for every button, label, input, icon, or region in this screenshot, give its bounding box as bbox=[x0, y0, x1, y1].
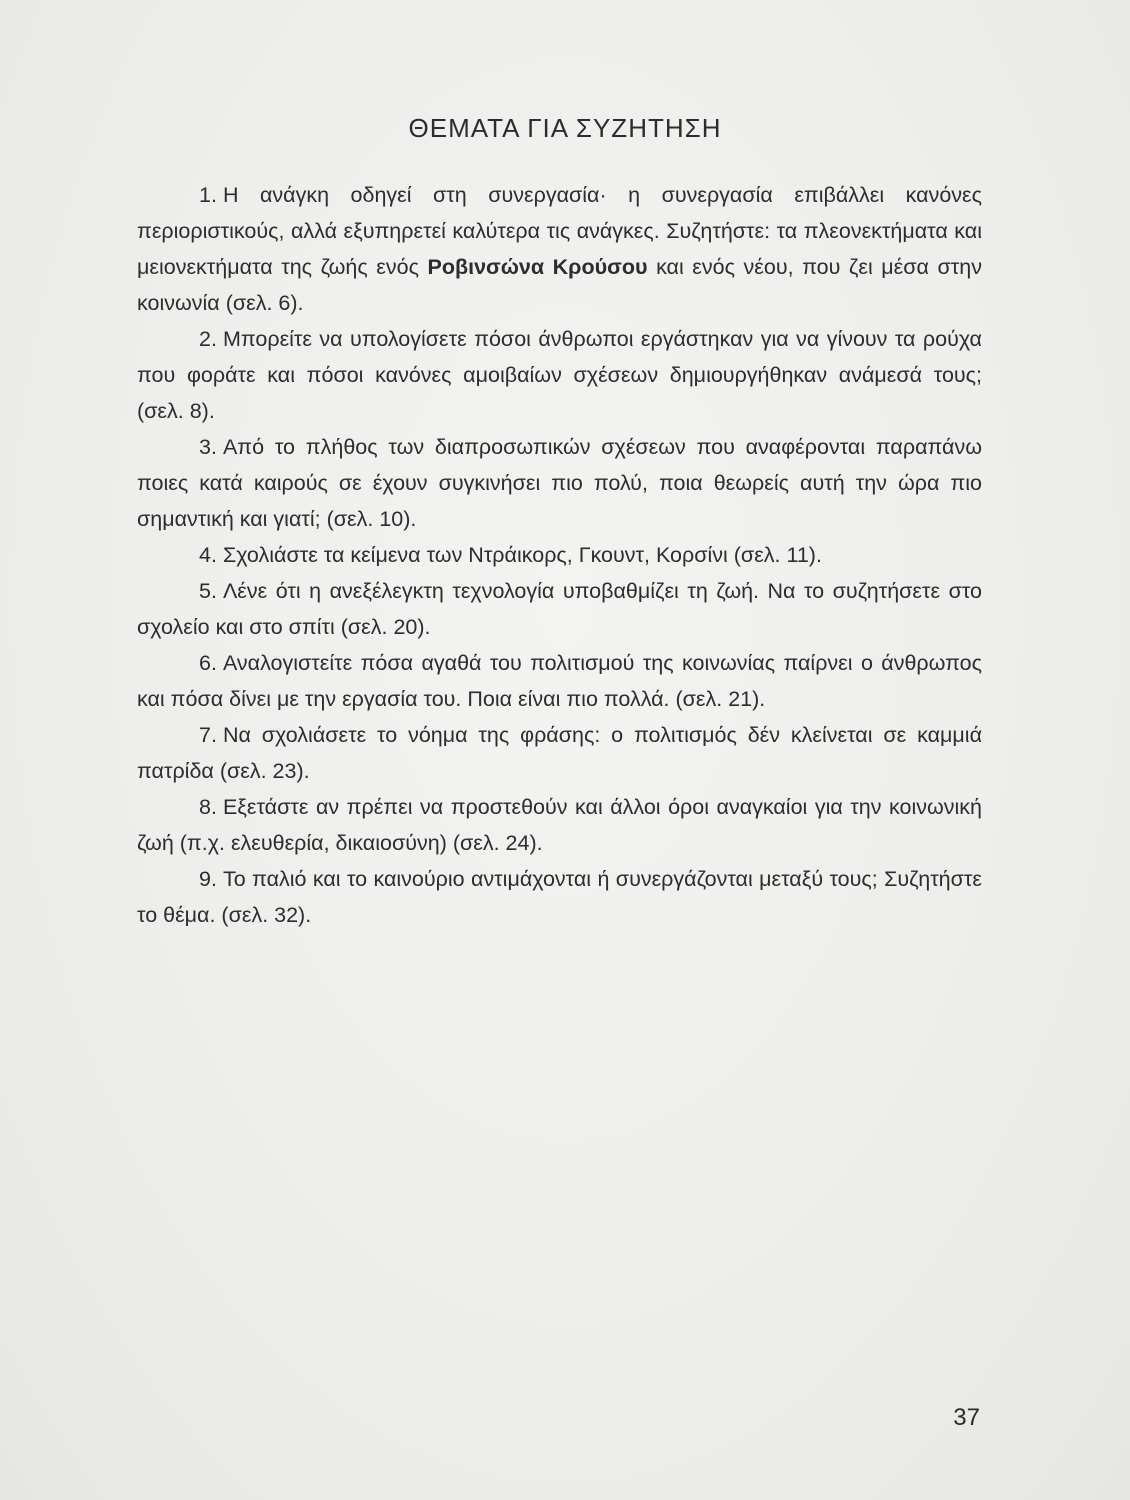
list-item bbox=[137, 321, 982, 429]
item-text: Λένε ότι η ανεξέλεγκτη τεχνολογία υποβαθμίζει τη ζωή. Να το συζητήσετε στο σχολείο και στο σπίτι (σελ. 20). bbox=[137, 579, 982, 639]
list-item bbox=[137, 537, 982, 573]
item-number: 7. bbox=[199, 723, 217, 747]
list-item bbox=[137, 645, 982, 717]
item-bold-text: Ροβινσώνα Κρούσου bbox=[427, 255, 648, 279]
item-text: Να σχολιάσετε το νόημα της φράσης: ο πολιτισμός δέν κλείνεται σε καμμιά πατρίδα (σελ. 23). bbox=[137, 723, 982, 783]
item-text: Μπορείτε να υπολογίσετε πόσοι άνθρωποι εργάστηκαν για να γίνουν τα ρούχα που φοράτε και πόσοι κανόνες αμοιβαίων σχέσεων δημιουργήθηκαν ανάμεσά τους; (σελ. 8). bbox=[137, 327, 982, 423]
discussion-topics-list bbox=[137, 177, 982, 933]
item-text: Το παλιό και το καινούριο αντιμάχονται ή συνεργάζονται μεταξύ τους; Συζητήστε το θέμα. (σελ. 32). bbox=[137, 867, 982, 927]
item-number: 6. bbox=[199, 651, 217, 675]
list-item bbox=[137, 789, 982, 861]
item-number: 8. bbox=[199, 795, 217, 819]
item-text: Η ανάγκη οδηγεί στη συνεργασία· η συνεργασία επιβάλλει κανόνες περιοριστικούς, αλλά εξυπηρετεί καλύτερα τις ανάγκες. Συζητήστε: τα πλεονεκτήματα και μειονεκτήματα της ζωής ενός bbox=[137, 183, 982, 279]
item-text: Εξετάστε αν πρέπει να προστεθούν και άλλοι όροι αναγκαίοι για την κοινωνική ζωή (π.χ. ελευθερία, δικαιοσύνη) (σελ. 24). bbox=[137, 795, 982, 855]
page-title: ΘΕΜΑΤΑ ΓΙΑ ΣΥΖΗΤΗΣΗ bbox=[408, 113, 722, 143]
item-number: 2. bbox=[199, 327, 217, 351]
item-number: 1. bbox=[199, 183, 217, 207]
list-item bbox=[137, 429, 982, 537]
page-number: 37 bbox=[953, 1404, 980, 1431]
list-item bbox=[137, 861, 982, 933]
list-item bbox=[137, 717, 982, 789]
list-item bbox=[137, 573, 982, 645]
item-number: 3. bbox=[199, 435, 217, 459]
item-text: και ενός νέου, που ζει μέσα στην κοινωνία (σελ. 6). bbox=[137, 255, 982, 315]
item-number: 5. bbox=[199, 579, 217, 603]
item-number: 4. bbox=[199, 543, 217, 567]
item-text: Σχολιάστε τα κείμενα των Ντράικορς, Γκουντ, Κορσίνι (σελ. 11). bbox=[222, 543, 822, 567]
list-item bbox=[137, 177, 982, 321]
item-number: 9. bbox=[199, 867, 217, 891]
item-text: Από το πλήθος των διαπροσωπικών σχέσεων που αναφέρονται παραπάνω ποιες κατά καιρούς σε έχουν συγκινήσει πιο πολύ, ποια θεωρείς αυτή την ώρα πιο σημαντική και γιατί; (σελ. 10). bbox=[137, 435, 982, 531]
item-text: Αναλογιστείτε πόσα αγαθά του πολιτισμού της κοινωνίας παίρνει ο άνθρωπος και πόσα δίνει με την εργασία του. Ποια είναι πιο πολλά. (σελ. 21). bbox=[137, 651, 982, 711]
